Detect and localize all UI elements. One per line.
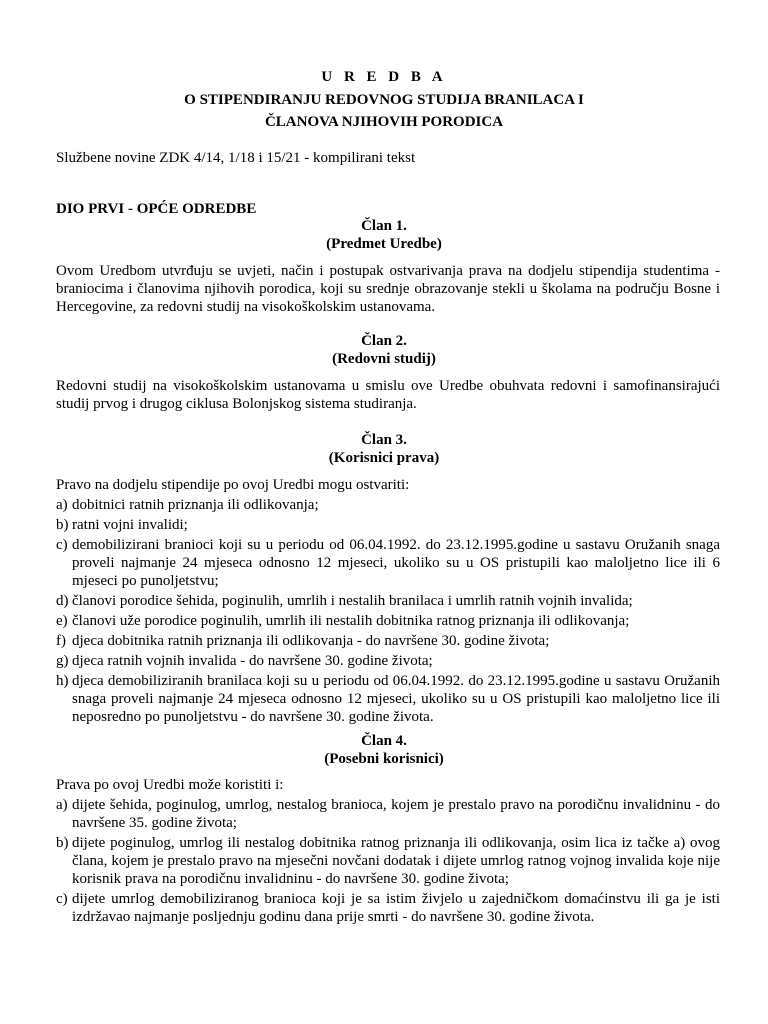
article-3-number: Član 3. — [361, 432, 407, 448]
article-1-title: (Predmet Uredbe) — [326, 236, 442, 252]
article-4-intro: Prava po ovoj Uredbi može koristiti i: — [56, 777, 284, 793]
list-item — [56, 652, 720, 670]
list-item-text: dijete poginulog, umrlog ili nestalog dobitnika ratnog priznanja ili odlikovanja, osim lica iz tačke a) ovog člana, kojem je prestalo pravo na mjesečni novčani dodatak i dijete umrlog ratnog vojnog invalida koje nije korisnik prava na porodičnu invalidninu - do navršene 30. godine života; — [72, 835, 720, 887]
document-subtitle-line2: ČLANOVA NJIHOVIH PORODICA — [264, 114, 504, 130]
list-item — [56, 672, 720, 726]
list-marker: g) — [56, 653, 69, 669]
list-marker: f) — [56, 633, 66, 649]
list-marker: b) — [56, 835, 69, 851]
list-item — [56, 632, 720, 650]
list-marker: b) — [56, 517, 69, 533]
part-heading: DIO PRVI - OPĆE ODREDBE — [56, 201, 257, 217]
list-marker: c) — [56, 537, 68, 553]
article-4-title: (Posebni korisnici) — [324, 751, 444, 767]
list-item-text: djeca ratnih vojnih invalida - do navršene 30. godine života; — [72, 653, 433, 669]
article-1-text: Ovom Uredbom utvrđuju se uvjeti, način i postupak ostvarivanja prava na dodjelu stipendija studentima - braniocima i članovima njihovih porodica, koji su srednje obrazovanje stekli u školama na području Bosne i Hercegovine, za redovni studij na visokoškolskim ustanovama. — [56, 263, 720, 315]
list-item-text: članovi uže porodice poginulih, umrlih ili nestalih dobitnika ratnog priznanja ili odlikovanja; — [72, 613, 630, 629]
article-3-list — [56, 496, 720, 726]
list-item — [56, 536, 720, 590]
list-item — [56, 890, 720, 926]
list-item-text: dijete šehida, poginulog, umrlog, nestalog branioca, kojem je prestalo pravo na porodičnu invalidninu - do navršene 35. godine života; — [72, 797, 720, 831]
article-3-title: (Korisnici prava) — [328, 450, 440, 466]
list-item-text: djeca dobitnika ratnih priznanja ili odlikovanja - do navršene 30. godine života; — [72, 633, 550, 649]
list-item — [56, 612, 720, 630]
list-item-text: dobitnici ratnih priznanja ili odlikovanja; — [72, 497, 319, 513]
article-2-text: Redovni studij na visokoškolskim ustanovama u smislu ove Uredbe obuhvata redovni i samofinansirajući studij prvog i drugog ciklusa Bolonjskog sistema studiranja. — [56, 378, 720, 412]
list-item — [56, 796, 720, 832]
list-item-text: djeca demobiliziranih branilaca koji su u periodu od 06.04.1992. do 23.12.1995.godine u sastavu Oružanih snaga proveli najmanje 24 mjeseca odnosno 12 mjeseci, ukoliko su u OS pristupili kao maloljetno lice ili neposredno po punoljetstvu - do navršene 30. godine života. — [72, 673, 720, 725]
list-item-text: ratni vojni invalidi; — [72, 517, 188, 533]
article-2-title: (Redovni studij) — [332, 351, 436, 367]
article-2-number: Član 2. — [361, 333, 407, 349]
article-3-intro: Pravo na dodjelu stipendije po ovoj Uredbi mogu ostvariti: — [56, 477, 410, 493]
list-item — [56, 496, 720, 514]
list-marker: d) — [56, 593, 69, 609]
list-marker: e) — [56, 613, 68, 629]
list-marker: a) — [56, 797, 68, 813]
list-item — [56, 592, 720, 610]
list-item-text: dijete umrlog demobiliziranog branioca koji je sa istim živjelo u zajedničkom domaćinstvu ili ga je isti izdržavao najmanje posljednju godinu dana prije smrti - do navršene 30. godine života. — [72, 891, 720, 925]
source-reference: Službene novine ZDK 4/14, 1/18 i 15/21 - kompilirani tekst — [56, 150, 416, 166]
article-1-number: Član 1. — [361, 218, 407, 234]
list-marker: a) — [56, 497, 68, 513]
list-item-text: članovi porodice šehida, poginulih, umrlih i nestalih branilaca i umrlih ratnih vojnih invalida; — [72, 593, 633, 609]
list-item — [56, 834, 720, 888]
list-marker: h) — [56, 673, 69, 689]
list-item-text: demobilizirani branioci koji su u periodu od 06.04.1992. do 23.12.1995.godine u sastavu Oružanih snaga proveli najmanje 24 mjeseca odnosno 12 mjeseci, ukoliko su u OS pristupili kao maloljetno lice ili 6 mjeseci po punoljetstvu; — [72, 537, 720, 589]
article-4-number: Član 4. — [361, 733, 407, 749]
document-subtitle-line1: O STIPENDIRANJU REDOVNOG STUDIJA BRANILACA I — [184, 92, 584, 108]
article-4-list — [56, 796, 720, 926]
list-marker: c) — [56, 891, 68, 907]
document-title: U R E D B A — [321, 69, 447, 85]
list-item — [56, 516, 720, 534]
